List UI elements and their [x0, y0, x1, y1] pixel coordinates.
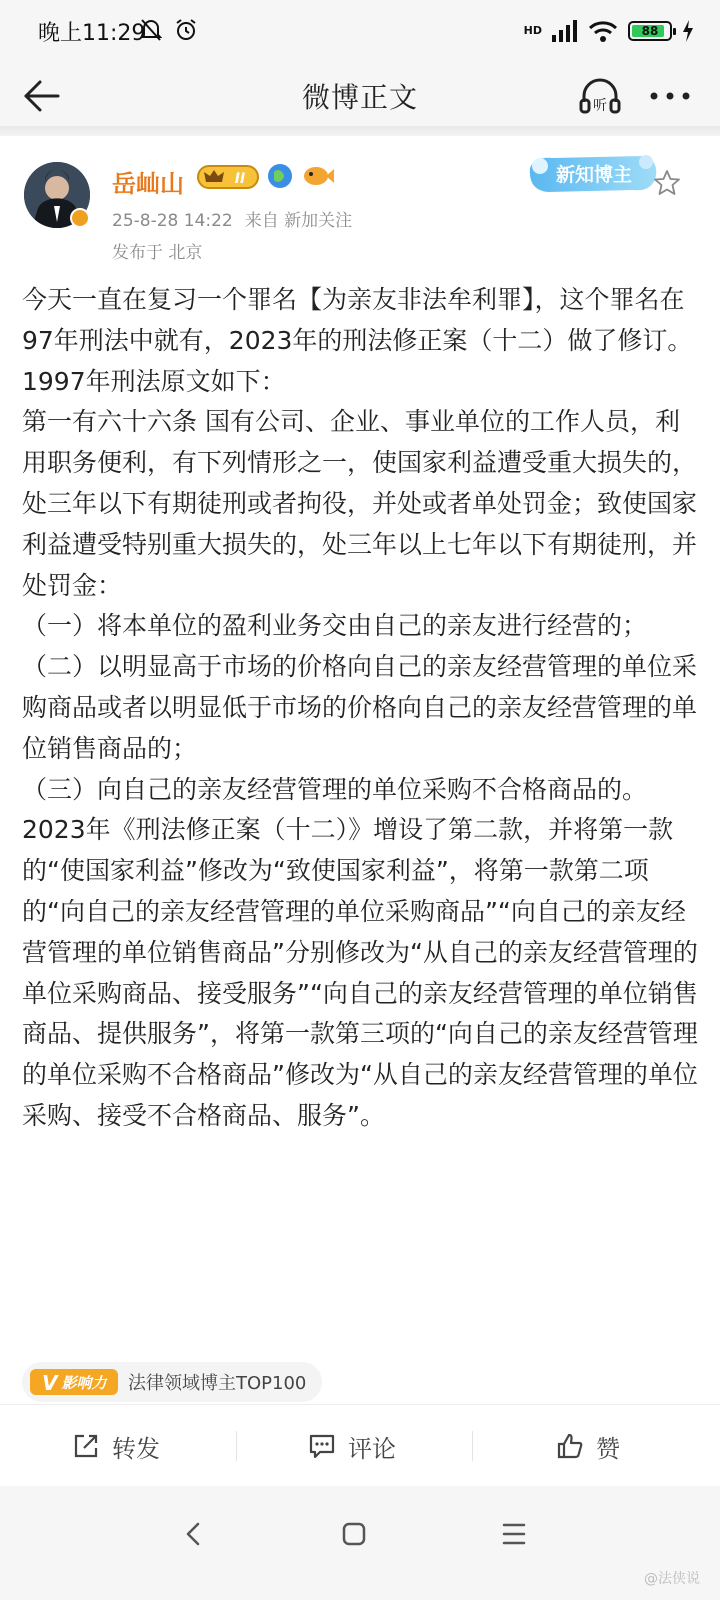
user-badges [196, 162, 334, 190]
favorite-star-icon[interactable] [652, 168, 682, 198]
status-bar [0, 0, 720, 64]
wifi-icon [588, 20, 618, 42]
post-paragraph: （二）以明显高于市场的价格向自己的亲友经营管理的单位采购商品或者以明显低于市场的价格向自己的亲友经营管理的单位销售商品的； [22, 652, 698, 763]
influence-logo-icon [30, 1367, 118, 1397]
signal-icon [552, 20, 578, 42]
comment-label: 评论 [348, 1434, 396, 1463]
nav-back-icon[interactable] [170, 1510, 218, 1558]
level-text: II [234, 171, 246, 187]
listen-label: 听 [593, 98, 607, 114]
header-divider [0, 126, 720, 136]
action-bar [0, 1404, 720, 1487]
battery-cap [673, 28, 676, 35]
page-title: 微博正文 [301, 81, 418, 114]
new-blogger-text: 新知博主 [555, 164, 633, 186]
post-meta [112, 206, 364, 231]
like-button[interactable] [556, 1405, 620, 1487]
repost-icon [72, 1432, 100, 1460]
system-nav-bar [0, 1486, 720, 1600]
repost-button[interactable] [72, 1405, 160, 1487]
influence-tag-label: 法律领域博主TOP100 [128, 1373, 307, 1394]
comment-button[interactable] [308, 1405, 396, 1487]
post-paragraph: 今天一直在复习一个罪名【为亲友非法牟利罪】，这个罪名在97年刑法中就有，2023年的刑法修正案（十二）做了修订。 [22, 285, 693, 355]
action-divider [236, 1431, 237, 1461]
post-paragraph: 2023年《刑法修正案（十二）》增设了第二款，并将第一款的“使国家利益”修改为“致使国家利益”，将第一款第二项的“向自己的亲友经营管理的单位采购商品”“向自己的亲友经营管理的单位销售商品”分别修改为“从自己的亲友经营管理的单位采购商品、接受服务”“向自己的亲友经营管理的单位销售商品、提供服务”，将第一款第三项的“向自己的亲友经营管理的单位采购不合格商品”修改为“从自己的亲友经营管理的单位采购、接受不合格商品、服务”。 [22, 815, 698, 1130]
post-source: 来自 新加关注 [244, 211, 353, 231]
post-location: 发布于 北京 [112, 243, 203, 263]
post-paragraph: 第一有六十六条 国有公司、企业、事业单位的工作人员，利用职务便利，有下列情形之一，使国家利益遭受重大损失的，处三年以下有期徒刑或者拘役，并处或者单处罚金；致使国家利益遭受特别重大损失的，处三年以上七年以下有期徒刑，并处罚金： [22, 407, 698, 600]
post-paragraph: （一）将本单位的盈利业务交由自己的亲友进行经营的； [22, 611, 648, 641]
post-paragraph: （三）向自己的亲友经营管理的单位采购不合格商品的。 [22, 774, 648, 804]
verified-badge-icon [70, 208, 90, 228]
new-blogger-badge[interactable] [524, 148, 662, 200]
nav-menu-icon[interactable] [490, 1510, 538, 1558]
bell-muted-icon [140, 18, 162, 42]
post-body [22, 280, 698, 1137]
network-label: HD [523, 24, 542, 37]
like-label: 赞 [596, 1434, 620, 1463]
status-indicators [524, 16, 694, 46]
influence-tag[interactable] [22, 1362, 322, 1402]
nav-home-icon[interactable] [330, 1510, 378, 1558]
battery-text: 88 [641, 24, 659, 38]
charging-icon [682, 20, 694, 42]
post-timestamp: 25-8-28 14:22 [112, 211, 233, 231]
fish-badge-icon[interactable] [300, 162, 334, 190]
thumbs-up-icon [556, 1432, 584, 1460]
globe-badge-icon[interactable] [266, 162, 294, 190]
top-nav [0, 64, 720, 126]
comment-icon [308, 1432, 336, 1460]
listen-headphone-icon[interactable] [576, 72, 624, 120]
action-divider [472, 1431, 473, 1461]
author-name[interactable]: 岳屾山 [112, 170, 184, 198]
member-level-badge-icon[interactable] [196, 162, 260, 190]
more-icon[interactable] [644, 78, 696, 114]
influence-logo-text: 影响力 [61, 1374, 107, 1392]
repost-label: 转发 [112, 1434, 160, 1463]
svg-text:V: V [42, 1371, 58, 1395]
alarm-icon [174, 18, 198, 42]
watermark: @法侠说 [644, 1571, 700, 1587]
battery-indicator [628, 21, 672, 41]
status-time: 晚上11:29 [38, 21, 146, 46]
post-paragraph: 1997年刑法原文如下： [22, 366, 286, 396]
